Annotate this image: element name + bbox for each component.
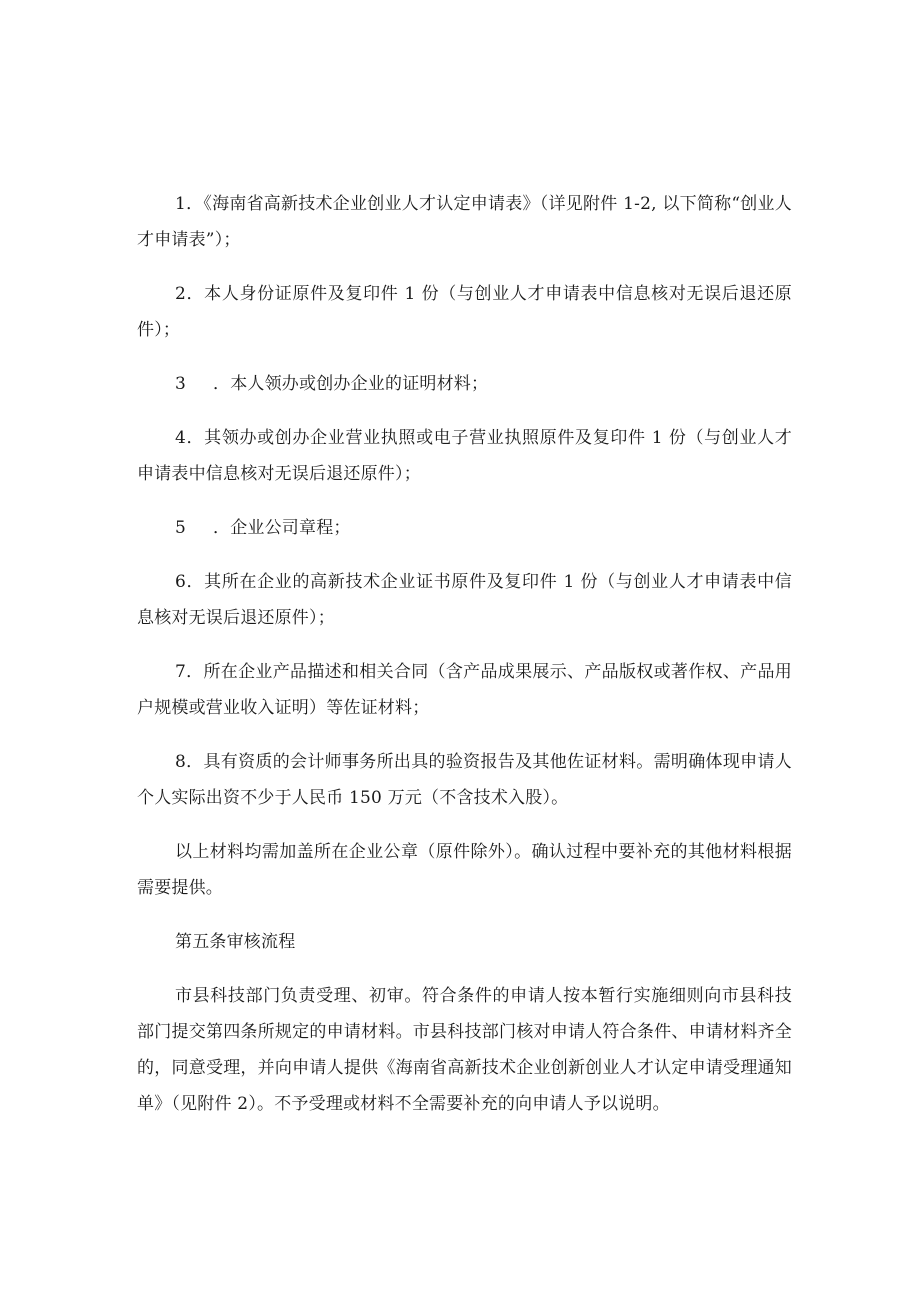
list-item xyxy=(137,276,792,348)
item-number: 5 xyxy=(175,518,187,538)
item-number: 7 xyxy=(175,662,187,682)
item-text: ．本人领办或创办企业的证明材料； xyxy=(213,374,489,394)
item-number: 1 xyxy=(175,194,187,214)
item-number: 4 xyxy=(175,428,187,448)
section-title: 第五条审核流程 xyxy=(175,932,296,952)
list-item xyxy=(137,564,792,636)
list-item xyxy=(137,186,792,258)
section-body: 市县科技部门负责受理、初审。符合条件的申请人按本暂行实施细则向市县科技部门提交第四条所规定的申请材料。市县科技部门核对申请人符合条件、申请材料齐全的，同意受理，并向申请人提供《海南省高新技术企业创新创业人才认定申请受理通知单》（见附件 2）。不予受理或材料不全需要补充的向申请人予以说明。 xyxy=(137,986,792,1114)
list-item xyxy=(137,366,792,402)
item-text: ．《海南省高新技术企业创业人才认定申请表》（详见附件 1-2, 以下简称“创业人才申请表”）； xyxy=(137,194,792,250)
item-number: 2 xyxy=(175,284,187,304)
item-text: ．其领办或创办企业营业执照或电子营业执照原件及复印件 1 份（与创业人才申请表中信息核对无误后退还原件）； xyxy=(137,428,792,484)
item-number: 3 xyxy=(175,374,187,394)
list-item xyxy=(137,420,792,492)
item-number: 8 xyxy=(175,752,187,772)
item-text: ．具有资质的会计师事务所出具的验资报告及其他佐证材料。需明确体现申请人个人实际出资不少于人民币 150 万元（不含技术入股）。 xyxy=(137,752,792,808)
note-paragraph: 以上材料均需加盖所在企业公章（原件除外）。确认过程中要补充的其他材料根据需要提供。 xyxy=(137,842,792,898)
item-text: ．本人身份证原件及复印件 1 份（与创业人才申请表中信息核对无误后退还原件）； xyxy=(137,284,792,340)
document-body xyxy=(137,186,792,1140)
list-item xyxy=(137,510,792,546)
item-text: ．所在企业产品描述和相关合同（含产品成果展示、产品版权或著作权、产品用户规模或营业收入证明）等佐证材料； xyxy=(137,662,792,718)
item-text: ．企业公司章程； xyxy=(213,518,351,538)
item-number: 6 xyxy=(175,572,187,592)
item-text: ．其所在企业的高新技术企业证书原件及复印件 1 份（与创业人才申请表中信息核对无误后退还原件）； xyxy=(137,572,792,628)
list-item xyxy=(137,744,792,816)
list-item xyxy=(137,654,792,726)
